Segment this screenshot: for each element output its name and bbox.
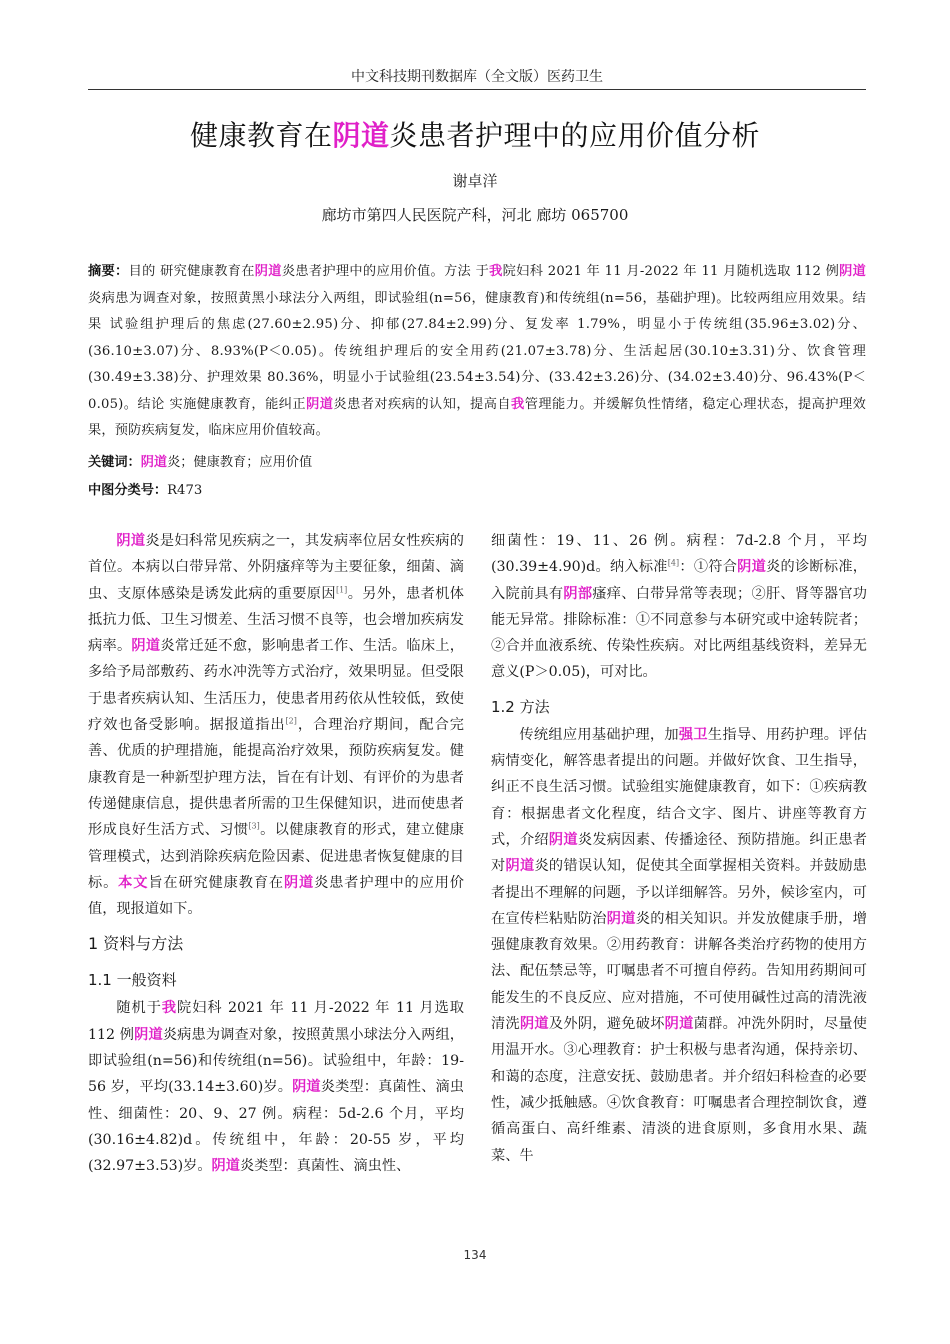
body-text: 炎常迁延不愈，影响患者工作、生活。临床上，多给予局部敷药、药水冲洗等方式治疗，效果明显。但受限于患者疾病认知、生活压力，使患者用药依从性较低，致使疗效也备受影响。据报道指出 <box>88 638 464 734</box>
body-text: 炎类型：真菌性、滴虫性、细菌性：20、9、27 例。病程：5d-2.6 个月，平均(30.16±4.82)d。传统组中，年龄：20-55 岁，平均(32.97±3.53)岁。 <box>88 1079 464 1175</box>
intro-paragraph <box>88 528 464 922</box>
abstract-text: 炎病患为调查对象，按照黄黑小球法分入两组，即试验组(n=56，健康教育)和传统组(n=56，基础护理)。比较两组应用效果。结果 试验组护理后的焦虑(27.60±2.95)分、抑郁(27.84±2.99)分、复发率 1.79%，明显小于传统组(35.96±3.02)分、(36.10±3.07)分、8.93%(P＜0.05)。传统组护理后的安全用药(21.07±3.78)分、生活起居(30.10±3.31)分、饮食管理(30.49±3.38)分、护理效果 80.36%，明显小于试验组(23.54±3.54)分、(33.42±3.26)分、(34.02±3.40)分、96.43%(P＜0.05)。结论 实施健康教育，能纠正 <box>88 290 866 412</box>
body-text: 细菌性：19、11、26 例。病程：7d-2.8 个月，平均(30.39±4.90)d。纳入标准 <box>491 533 867 576</box>
body-text: 炎病患为调查对象，按照黄黑小球法分入两组，即试验组(n=56)和传统组(n=56)。试验组中，年龄：19-56 岁，平均(33.14±3.60)岁。 <box>88 1026 464 1096</box>
body-highlight: 强卫 <box>678 726 708 743</box>
title-highlight: 阴道 <box>332 119 390 152</box>
body-highlight: 我 <box>161 1000 178 1017</box>
body-text: ：①符合 <box>679 559 738 576</box>
abstract-label: 摘要： <box>88 264 129 279</box>
methods-paragraph <box>491 722 867 1169</box>
subsection-heading: 1.2 方法 <box>491 697 550 716</box>
body-highlight: 阴道 <box>292 1079 321 1096</box>
author: 谢卓洋 <box>452 172 498 190</box>
classification <box>88 479 866 498</box>
keywords <box>88 451 866 470</box>
abstract-highlight: 阴道 <box>839 264 867 279</box>
body-highlight: 阴道 <box>737 559 767 576</box>
citation-ref: [1] <box>335 584 348 594</box>
classification-label: 中图分类号： <box>88 483 168 498</box>
body-text: 炎的诊断标准，入院前具有 <box>491 559 867 602</box>
body-text: 生指导、用药护理。评估病情变化，解答患者提出的问题。并做好饮食、卫生指导，纠正不良生活习惯。试验组实施健康教育，如下：①疾病教育：根据患者文化程度，结合文字、图片、讲座等教育方式，介绍 <box>491 726 867 848</box>
body-text: 炎的相关知识。并发放健康手册，增强健康教育效果。②用药教育：讲解各类治疗药物的使用方法、配伍禁忌等，叮嘱患者不可擅自停药。告知用药期间可能发生的不良反应、应对措施，不可使用碱性过高的清洗液清洗 <box>491 910 867 1033</box>
body-text: 炎的错误认知，促使其全面掌握相关资料。并鼓励患者提出不理解的问题，予以详细解答。另外，候诊室内，可在宣传栏粘贴防治 <box>491 858 867 927</box>
body-highlight: 阴道 <box>606 910 636 927</box>
title-text-pre: 健康教育在 <box>189 119 333 152</box>
keywords-highlight: 阴道 <box>140 455 168 470</box>
abstract-text: 炎患者对疾病的认知，提高自 <box>333 396 512 412</box>
right-column <box>491 528 867 1169</box>
body-text: 炎类型：真菌性、滴虫性、 <box>239 1158 411 1175</box>
citation-ref: [3] <box>248 821 260 831</box>
citation-ref: [2] <box>285 716 297 726</box>
general-data-paragraph <box>88 995 464 1179</box>
body-text: 炎发病因素、传播途径、预防措施。纠正患者对 <box>491 831 867 875</box>
body-text: 。另外，患者机体抵抗力低、卫生习惯差、生活习惯不良等，也会增加疾病发病率。 <box>88 585 464 655</box>
abstract-highlight: 阴道 <box>254 264 282 279</box>
abstract <box>88 259 866 445</box>
abstract-highlight: 我 <box>511 396 525 412</box>
abstract-text: 目的 研究健康教育在 <box>128 264 255 279</box>
body-highlight: 阴道 <box>131 638 161 655</box>
body-text: 炎患者护理中的应用价值，现报道如下。 <box>88 874 464 918</box>
header-rule <box>88 89 866 90</box>
body-highlight: 阴道 <box>134 1026 163 1043</box>
body-highlight: 本文 <box>118 874 149 891</box>
body-highlight: 阴道 <box>519 1016 549 1033</box>
body-text: 院妇科 2021 年 11 月-2022 年 11 月选取 112 例 <box>88 1000 464 1043</box>
continued-paragraph <box>491 528 867 686</box>
section-heading: 1 资料与方法 <box>88 934 184 954</box>
abstract-highlight: 阴道 <box>306 396 334 412</box>
body-text: 菌群。冲洗外阴时，尽量使用温开水。③心理教育：护士积极与患者沟通，保持亲切、和蔼的态度，注意安抚、鼓励患者。并介绍妇科检查的必要性，减少抵触感。④饮食教育：叮嘱患者合理控制饮食，遵循高蛋白、高纤维素、清淡的进食原则，多食用水果、蔬菜、牛 <box>491 1016 867 1164</box>
body-highlight: 阴道 <box>664 1016 694 1033</box>
body-highlight: 阴道 <box>548 831 578 848</box>
abstract-highlight: 我 <box>489 264 503 279</box>
body-text: 旨在研究健康教育在 <box>148 874 284 891</box>
body-highlight: 阴道 <box>505 858 535 875</box>
body-text: 炎是妇科常见疾病之一，其发病率位居女性疾病的首位。本病以白带异常、外阴瘙痒等为主要征象，细菌、滴虫、支原体感染是诱发此病的重要原因 <box>88 533 464 602</box>
keywords-text: 炎；健康教育；应用价值 <box>167 455 313 470</box>
keywords-label: 关键词： <box>88 455 141 470</box>
abstract-text: 炎患者护理中的应用价值。方法 于 <box>281 264 490 279</box>
subsection-heading: 1.1 一般资料 <box>88 971 177 990</box>
citation-ref: [4] <box>667 558 680 568</box>
body-highlight: 阴道 <box>116 533 146 549</box>
title-text-post: 炎患者护理中的应用价值分析 <box>389 119 761 152</box>
body-text: 随机于 <box>116 1000 162 1017</box>
page-number: 134 <box>463 1248 487 1262</box>
left-column <box>88 528 464 1180</box>
body-text: 瘙痒、白带异常等表现；②肝、肾等器官功能无异常。排除标准：①不同意参与本研究或中途转院者；②合并血液系统、传染性疾病。对比两组基线资料，差异无意义(P＞0.05)，可对比。 <box>491 585 867 681</box>
body-highlight: 阴部 <box>563 585 593 602</box>
abstract-text: 院妇科 2021 年 11 月-2022 年 11 月随机选取 112 例 <box>502 264 840 279</box>
body-text: 传统组应用基础护理，加 <box>519 726 679 743</box>
body-text: ，合理治疗期间，配合完善、优质的护理措施，能提高治疗效果，预防疾病复发。健康教育是一种新型护理方法，旨在有计划、有评价的为患者传递健康信息，提供患者所需的卫生保健知识，进而使患者形成良好生活方式、习惯 <box>88 717 464 839</box>
body-highlight: 阴道 <box>211 1158 240 1175</box>
affiliation: 廊坊市第四人民医院产科，河北 廊坊 065700 <box>321 206 629 224</box>
abstract-text: 管理能力。并缓解负性情绪，稳定心理状态，提高护理效果，预防疾病复发，临床应用价值较高。 <box>88 396 867 438</box>
body-text: 及外阴，避免破坏 <box>548 1016 665 1033</box>
body-text: 。以健康教育的形式，建立健康管理模式，达到消除疾病危险因素、促进患者恢复健康的目标。 <box>88 822 464 891</box>
paper-title <box>40 114 910 154</box>
running-head: 中文科技期刊数据库（全文版）医药卫生 <box>351 69 603 85</box>
classification-code: R473 <box>167 483 203 498</box>
body-highlight: 阴道 <box>283 874 315 891</box>
